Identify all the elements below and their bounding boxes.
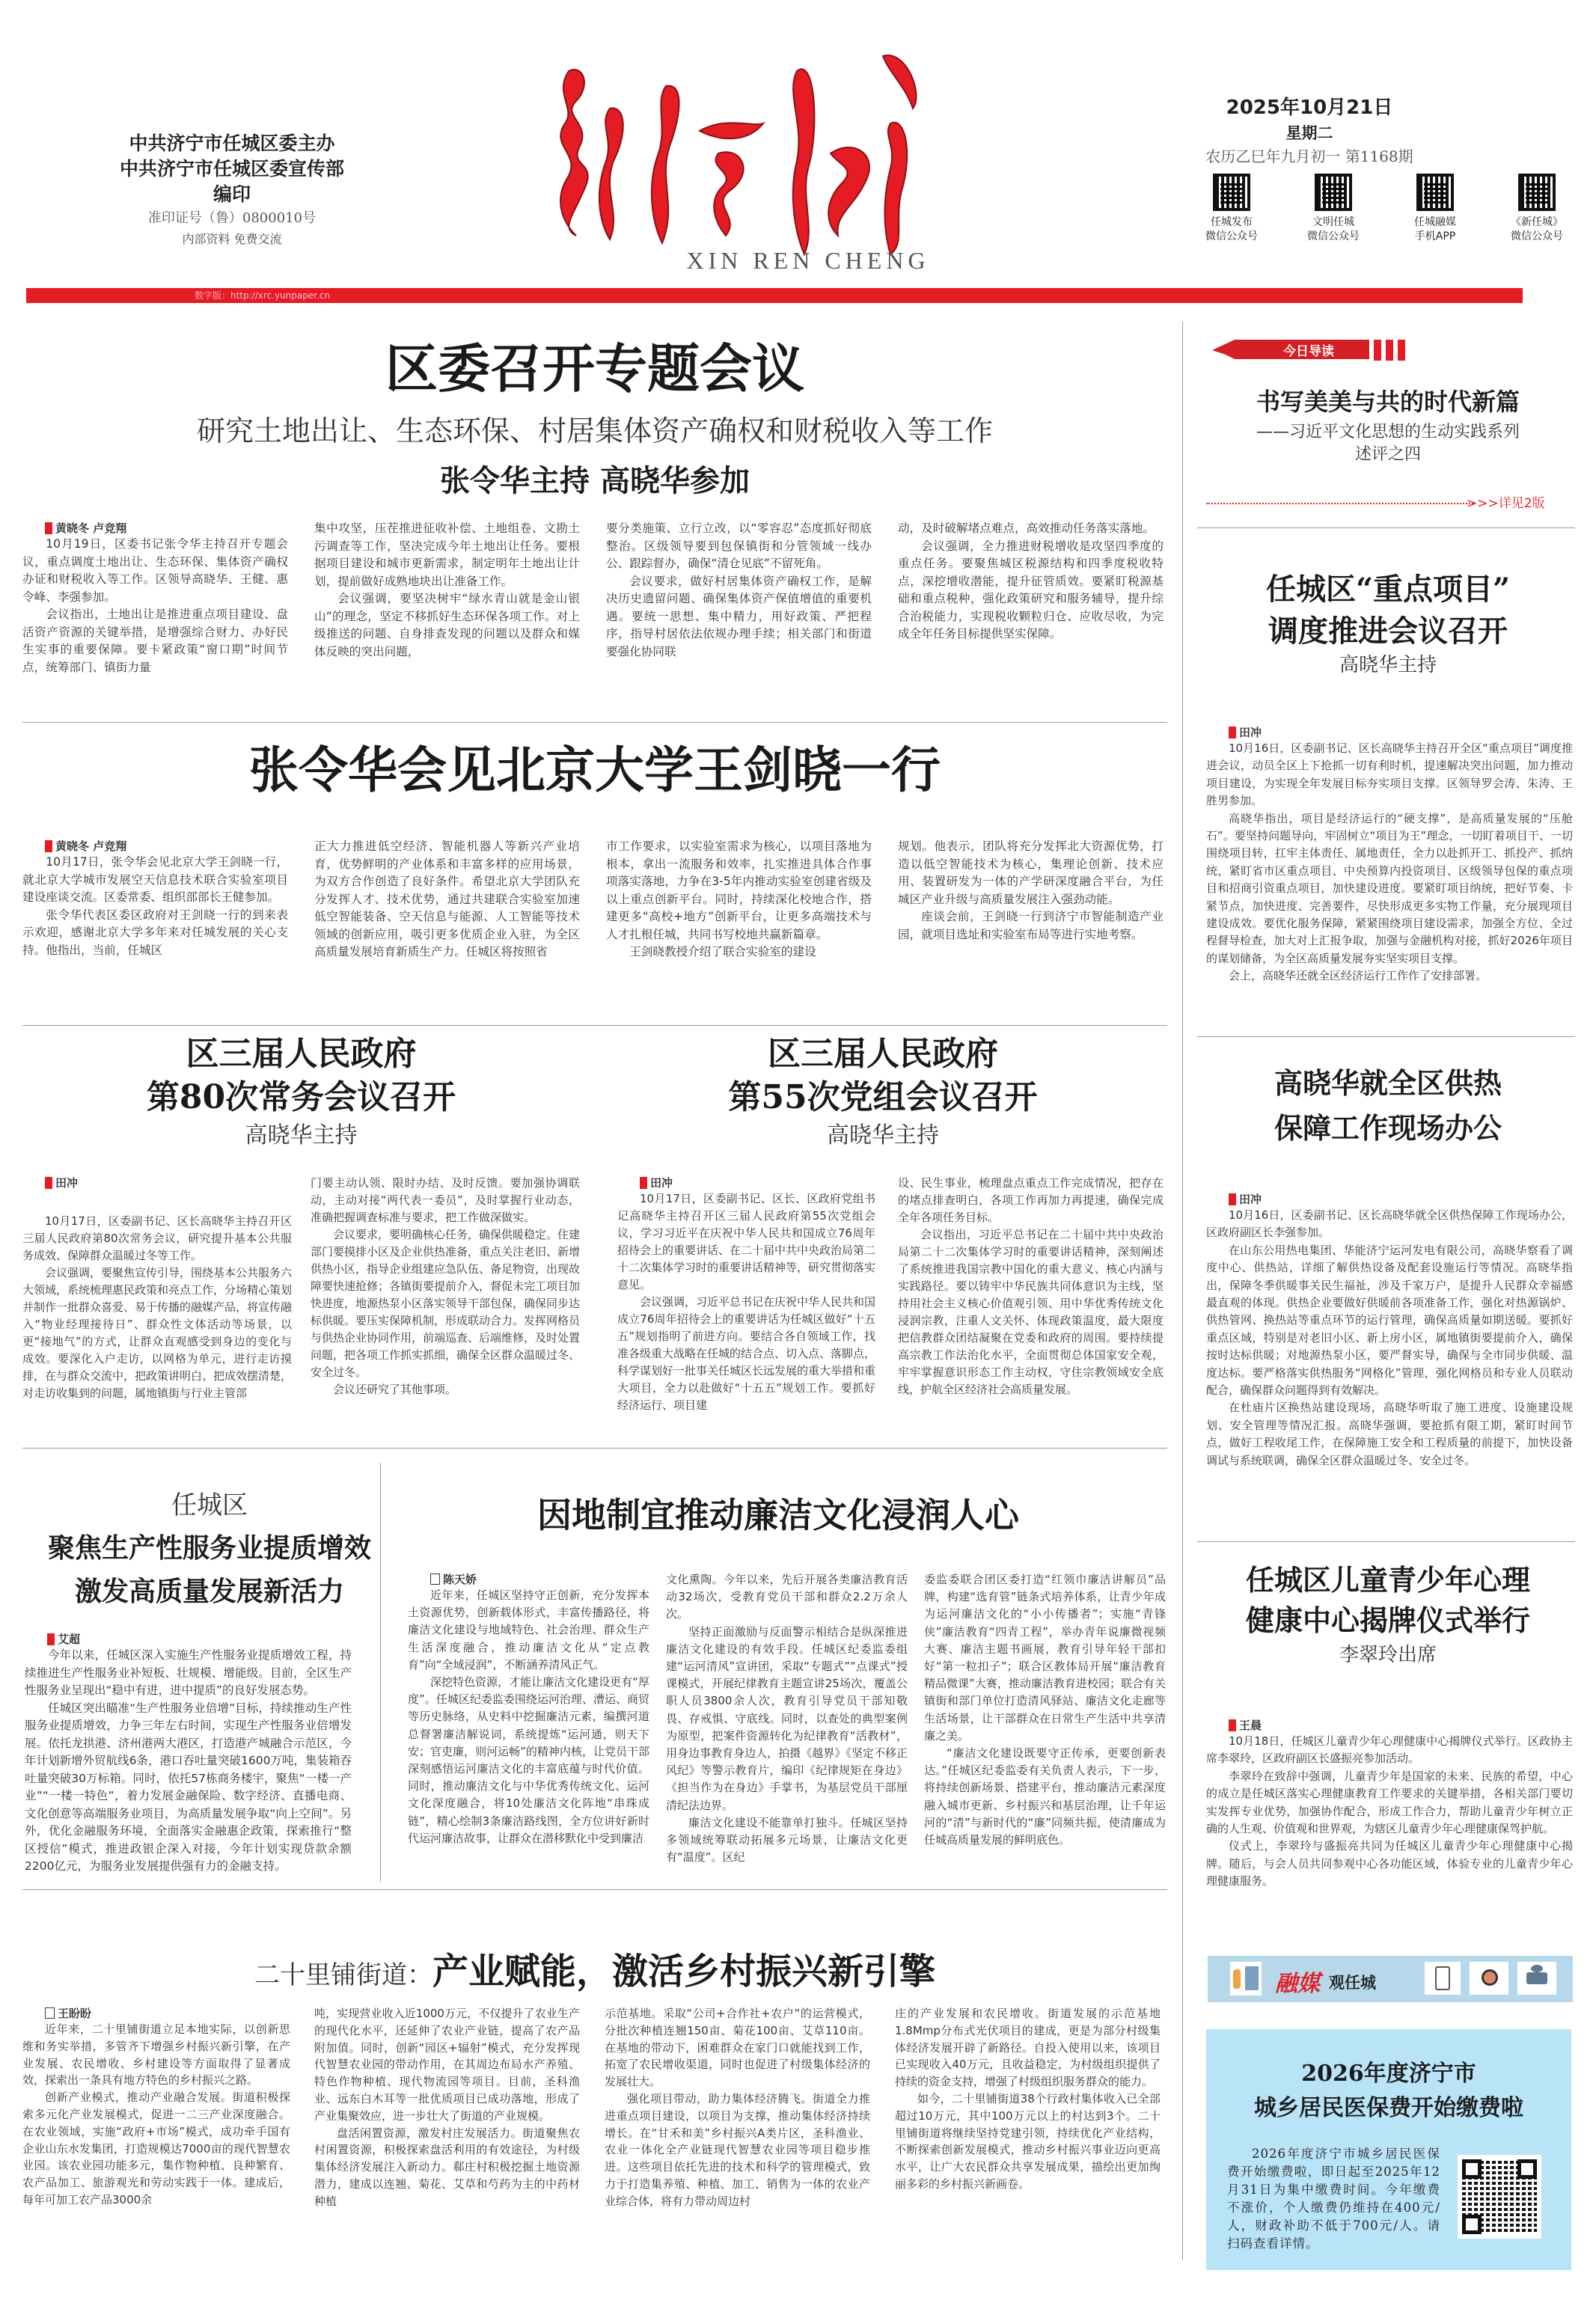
byline-marker-icon [45, 2007, 55, 2019]
service-headline-line1: 聚焦生产性服务业提质增效 [47, 1532, 371, 1564]
byline-author: 田冲 [1239, 726, 1262, 739]
media-promo-strip[interactable] [1208, 1956, 1573, 2002]
person-scanning-icon [1230, 1962, 1262, 1995]
rural-headline [22, 1945, 1167, 2001]
qr-code-row [1190, 174, 1579, 271]
project-headline-line1: 任城区“重点项目” [1265, 572, 1510, 607]
youth-headline-line2: 健康中心揭牌仪式举行 [1245, 1603, 1530, 1637]
qr-code-icon [1416, 174, 1454, 211]
notice-title-line1: 2026年度济宁市 [1301, 2061, 1476, 2087]
promo-brand: 融媒 [1275, 1971, 1320, 1997]
guide-subtitle-2: 述评之四 [1354, 445, 1421, 464]
column-divider [380, 1463, 381, 1882]
project-deck: 高晓华主持 [1339, 654, 1437, 676]
service-kicker: 任城区 [171, 1490, 248, 1520]
section-divider [1197, 527, 1575, 528]
paragraph: 会议强调，要坚决树牢“绿水青山就是金山银山”的理念，坚定不移抓好生态环保各项工作。对上级推送的问题、自身排查发现的问题以及群众和媒体反映的突出问题， [314, 592, 580, 658]
notice-qr-code-icon[interactable] [1458, 2155, 1541, 2239]
lead-column [898, 520, 1164, 643]
byline-author: 田冲 [55, 1176, 79, 1190]
issue-weekday: 星期二 [1285, 124, 1333, 142]
paragraph: 今年以来，任城区深入实施生产性服务业提质增效工程，持续推进生产性服务业补短板、壮规模、增能级。目前，全区生产性服务业呈现出“稳中有进，进中提质”的良好发展态势。 [25, 1648, 352, 1697]
circulation-note: 内部资料 免费交流 [182, 232, 282, 246]
paragraph: 集中攻坚，压茬推进征收补偿、土地组卷、文勘土污调查等工作，坚决完成今年土地出让任务。要根据项目建设和城市更新需求，制定明年土地出让计划，提前做好成熟地块出让准备工作。 [314, 522, 580, 588]
youth-deck: 李翠玲出席 [1339, 1644, 1437, 1666]
today-guide-tag [1212, 337, 1407, 362]
newspaper-logo [539, 41, 943, 258]
paragraph: 近年来，二十里铺街道立足本地实际，以创新思维和务实举措，多管齐下增强乡村振兴新引擎，在产业发展、农民增收、乡村建设等方面取得了显著成效，探索出一条具有地方特色的乡村振兴之路。 [22, 2022, 290, 2088]
article-text [22, 2021, 290, 2209]
paragraph: 强化项目带动，助力集体经济腾飞。街道全力推进重点项目建设，以项目为支撑，推动集体经济持续增长。在“甘禾和美”乡村振兴A类片区，圣科渔业、农业一体化全产业链现代智慧农业园等项目稳步推进。这些项目依托先进的技术和科学的管理模式，致力于打造集养殖、种植、加工、销售为一体的农业产业综合体，将有力带动周边村 [605, 2091, 870, 2208]
byline-author: 田冲 [1239, 1193, 1262, 1206]
byline-marker-icon [45, 1177, 52, 1189]
column-divider [1182, 322, 1183, 2260]
party-headline-line2: 第55次党组会议召开 [728, 1078, 1038, 1116]
logo-stroke [560, 70, 588, 236]
paragraph: 仪式上，李翠玲与盛振亮共同为任城区儿童青少年心理健康中心揭牌。随后，与会人员共同参观中心各功能区域，体验专业的儿童青少年心理健康服务。 [1206, 1839, 1573, 1888]
section-divider [22, 1448, 1167, 1449]
section-divider [1197, 1541, 1575, 1542]
paragraph: 会议指出，习近平总书记在二十届中共中央政治局第二十二次集体学习时的重要讲话精神，深刻阐述了系统推进我国宗教中国化的重大意义、核心内涵与实践路径。要以铸牢中华民族共同体意识为主线，坚持用社会主义核心价值观引领、用中华优秀传统文化浸润宗教，注重人文关怀、体现政策温度，最大限度把信教群众团结凝聚在党委和政府的周围。要持续提高宗教工作法治化水平，全面贯彻总体国家安全观，牢牢掌握意识形态工作主动权，守住宗教领域安全底线，护航全区经济社会高质量发展。 [898, 1228, 1164, 1396]
qr-code-icon [1213, 174, 1250, 211]
lead-deck: 张令华主持 高晓华参加 [440, 464, 750, 498]
exec-headline-line1: 区三届人民政府 [186, 1035, 417, 1073]
clean-column [924, 1571, 1166, 1849]
qr-label: 《新任城》 [1511, 216, 1563, 228]
byline [1229, 1191, 1573, 1207]
qr-sublabel: 手机APP [1414, 230, 1456, 242]
paragraph: 会议强调，习近平总书记在庆祝中华人民共和国成立76周年招待会上的重要讲话为任城区做好“十五五”规划指明了前进方向。要结合各自领域工作，找准各级重大战略在任城的结合点、切入点、落脚点，科学谋划好一批事关任城区长远发展的重大举措和重大项目，全力以赴做好“十五五”规划工作。要抓好经济运行、项目建 [617, 1295, 876, 1412]
article-text [22, 1213, 292, 1402]
logo-stroke [714, 152, 743, 236]
paragraph: 庄的产业发展和农民增收。街道发展的示范基地1.8Mmp分布式光伏项目的建成，更是为部分村级集体经济发展开辟了新路径。自投入使用以来，该项目已实现收入40万元，且收益稳定，为村级组织提供了持续的资金支持，增强了村级组织服务群众的能力。 [895, 2007, 1161, 2089]
byline-author: 王盼盼 [58, 2007, 92, 2020]
paragraph: “廉洁文化建设既要守正传承，更要创新表达。”任城区纪委监委有关负责人表示，下一步，将持续创新场景、搭建平台，推动廉洁元素深度融入城市更新、乡村振兴和基层治理，让千年运河的“清”与新时代的“廉”同频共振，使清廉成为任城高质量发展的鲜明底色。 [924, 1746, 1166, 1847]
article-text [408, 1587, 649, 1847]
paragraph: 吨，实现营业收入近1000万元，不仅提升了农业生产的现代化水平，还延伸了农业产业链，提高了农产品附加值。同时，创新“园区+辐射”模式，充分发挥现代智慧农业园的带动作用，在其周边布局水产养殖、特色作物种植、现代物流园等项目。目前，圣科渔业、远东白木耳等一批优质项目已成功落地，形成了产业集聚效应，进一步壮大了街道的产业规模。 [314, 2007, 580, 2123]
byline [430, 1571, 649, 1587]
paragraph: 10月18日，任城区儿童青少年心理健康中心揭牌仪式举行。区政协主席李翠玲，区政府副区长盛振亮参加活动。 [1206, 1734, 1573, 1766]
party-column [617, 1175, 875, 1414]
byline [45, 838, 288, 854]
pku-column [314, 838, 580, 961]
paragraph: 会议强调，全力推进财税增收是攻坚四季度的重点任务。要聚焦城区税源结构和四季度税收特点，深挖增收潜能，提升征管质效。要紧盯税源基础和重点税种，强化政策研究和服务辅导，提升综合治税能力，实现税收颗粒归仓、应收尽收，为完成全年任务目标提供坚实保障。 [898, 539, 1164, 640]
logo-stroke [700, 123, 763, 138]
pku-column [22, 838, 288, 959]
byline [45, 520, 288, 536]
heating-headline-line2: 保障工作现场办公 [1274, 1111, 1502, 1145]
promo-label: 观任城 [1329, 1973, 1376, 1992]
guide-title[interactable]: 书写美美与共的时代新篇 [1256, 388, 1520, 416]
logo-stroke [828, 147, 869, 236]
notice-title-line2: 城乡居民医保费开始缴费啦 [1254, 2095, 1523, 2121]
paragraph: 示范基地。采取“公司+合作社+农户”的运营模式，分批次种植连翘150亩、菊花100亩、艾草110亩。在基地的带动下，困难群众在家门口就能找到工作，拓宽了农民增收渠道，同时也促进了村级集体经济的发展壮大。 [605, 2007, 870, 2089]
masthead-publisher [112, 131, 352, 249]
paragraph: 廉洁文化建设不能靠单打独斗。任城区坚持多领域统筹联动拓展多元场景，让廉洁文化更有“温度”。区纪 [666, 1815, 908, 1865]
qr-label: 任城发布 [1211, 216, 1253, 228]
paragraph: 文化熏陶。今年以来，先后开展各类廉洁教育活动32场次，受教育党员干部和群众2.2万余人次。 [666, 1573, 908, 1621]
qr-sublabel: 微信公众号 [1205, 230, 1258, 242]
lead-column [314, 520, 580, 661]
article-text [1206, 740, 1573, 985]
paragraph: 会议强调，要聚焦宣传引导，围绕基本公共服务六大领域，系统梳理惠民政策和亮点工作，分场精心策划并制作一批群众喜爱、易于传播的融媒产品，将宣传融入“物业经理接待日”、群众性文体活动等场景，以更“接地气”的方式，让群众直观感受到身边的变化与成效。要深化入户走访，以网格为单元，进行走访摸排，在与群众交流中，把政策讲明白、把成效摆清楚，对走访收集到的问题，属地镇街与行业主管部 [22, 1266, 293, 1400]
qr-sublabel: 微信公众号 [1307, 230, 1360, 242]
byline [45, 2005, 290, 2021]
party-column [898, 1175, 1164, 1398]
exec-column [311, 1175, 580, 1398]
byline [1229, 1717, 1573, 1733]
qr-sublabel: 微信公众号 [1511, 230, 1563, 242]
paragraph: 门要主动认领、限时办结、及时反馈。要加强协调联动，主动对接“两代表一委员”，及时掌握行业动态，准确把握调查标准与要求，把工作做深做实。 [311, 1176, 580, 1224]
byline-author: 黄晓冬 卢竞翔 [55, 522, 127, 535]
issue-lunar-number: 农历乙巳年九月初一 第1168期 [1205, 147, 1413, 165]
party-headline-line1: 区三届人民政府 [768, 1035, 998, 1073]
paragraph: 如今，二十里铺街道38个行政村集体收入已全部超过10万元，其中100万元以上的村达到3个。二十里铺街道将继续坚持党建引领，持续优化产业结构，不断探索创新发展模式，推动乡村振兴事业迈向更高水平，让广大农民群众共享发展成果，描绘出更加绚丽多彩的乡村振兴新画卷。 [895, 2091, 1161, 2191]
medical-insurance-notice [1206, 2029, 1571, 2270]
paragraph: 坚持正面激励与反面警示相结合是纵深推进廉洁文化建设的有效手段。任城区纪委监委组建“运河清风”宣讲团，采取“专题式”“点课式”授课模式，开展纪律教育主题宣讲25场次，覆盖公职人员3800余人次，教育引导党员干部知敬畏、存戒惧、守底线。同时，以查处的典型案例为原型，把案件资源转化为纪律教育“活教材”，用身边事教育身边人，拍摄《越界》《坚定不移正风纪》等警示教育片，编印《纪律规矩在身边》《担当作为在身边》手掌书，为基层党员干部厘清纪法边界。 [666, 1624, 908, 1812]
license: 准印证号（鲁）0800010号 [147, 210, 317, 226]
section-divider [22, 1889, 1167, 1890]
lead-column [22, 520, 288, 676]
logo-stroke [883, 55, 916, 108]
pku-headline: 张令华会见北京大学王剑晓一行 [249, 741, 941, 799]
paragraph: 规划。他表示，团队将充分发挥北大资源优势，打造以低空智能技术为核心，集理论创新、技术应用、装置研发为一体的产学研深度融合平台，为任城区产业升级与高质量发展注入强劲动能。 [898, 839, 1164, 906]
paragraph: 动，及时破解堵点难点，高效推动任务落实落地。 [898, 522, 1155, 535]
digital-edition-url[interactable]: 数字版：http://xrc.yunpaper.cn [195, 290, 331, 301]
youth-column [1206, 1717, 1573, 1891]
byline-marker-icon [45, 522, 52, 534]
article-text [22, 854, 288, 959]
rural-title: 产业赋能，激活乡村振兴新引擎 [432, 1951, 935, 1992]
qr-label: 任城融媒 [1414, 216, 1456, 228]
paragraph: 设、民生事业，梳理盘点重点工作完成情况，把存在的堵点排查明白，各项工作再加力再提速，确保完成全年各项任务目标。 [898, 1176, 1164, 1224]
qr-magnifier-icon [1470, 1962, 1508, 1995]
logo-pinyin: XIN REN CHENG [686, 247, 930, 274]
rural-column [605, 2005, 870, 2210]
qr-code-item[interactable] [1393, 174, 1477, 271]
paragraph: 盘活闲置资源，激发村庄发展活力。街道聚焦农村闲置资源，积极探索盘活利用的有效途径，为村级集体经济发展注入新动力。郗庄村积极挖掘土地资源潜力，建成以连翘、菊花、艾草和芍药为主的中药材种植 [314, 2126, 580, 2208]
paragraph: 正大力推进低空经济、智能机器人等新兴产业培育，优势鲜明的产业体系和丰富多样的应用场景，为双方合作创造了良好条件。希望北京大学团队充分发挥人才、技术优势，通过共建联合实验室加速低空智能装备、空天信息与能源、人工智能等技术领域的创新应用，吸引更多优质企业入驻，为全区高质量发展培育新质生产力。任城区将按照省 [314, 839, 580, 958]
paragraph: 在山东公用热电集团、华能济宁运河发电有限公司，高晓华察看了调度中心、供热站，详细了解供热设备及配套设施运行等情况。高晓华指出，保障冬季供暖事关民生福祉，涉及千家万户，是提升人民群众幸福感最直观的体现。供热企业要做好供暖前各项准备工作，强化对热源锅炉、供热管网、换热站等重点环节的运行管理，确保高质量如期送暖。要抓好重点区域，特别是对老旧小区、新上房小区，属地镇街要提前介入，确保按时达标供暖；对地源热泵小区，要严督实导，确保与全市同步供暖、温度达标。要严格落实供热服务“网格化”管理，强化网格员和专业人员联动配合，确保群众问题得到有效解决。 [1206, 1243, 1573, 1398]
byline-marker-icon [1229, 727, 1236, 738]
dotted-leader [1206, 503, 1476, 504]
exec-column [22, 1175, 292, 1402]
article-text [617, 1190, 875, 1414]
issue-info [1167, 94, 1452, 168]
qr-code-item[interactable] [1190, 174, 1274, 271]
paragraph: 任城区突出瞄准“生产性服务业倍增”目标，持续推动生产性服务业提质增效，力争三年左右时间，实现生产性服务业倍增发展。依托龙拱港、济州港两大港区，打造港产城融合示范区，今年计划新增外贸航线6条，港口吞吐量突破1600万吨，集装箱吞吐量突破30万标箱。同时，依托57栋商务楼宇，聚焦“一楼一产业”“一楼一特色”，着力发展金融保险、数字经济、直播电商、文化创意等高端服务业项目，为高质量发展争取“向上空间”。另外，优化金融服务环境，全面落实金融惠企政策，探索推行“整区授信”模式，推进政银企深入对接，今年计划实现贷款余额2200亿元，为服务业发展提供强有力的金融支持。 [25, 1701, 352, 1873]
paragraph: 会议指出，土地出让是推进重点项目建设、盘活资产资源的关键举措，是增强综合财力、办好民生实事的重要保障。要卡紧政策“窗口期”时间节点，统筹部门、镇街力量 [22, 608, 288, 674]
paragraph: 近年来，任城区坚持守正创新，充分发挥本土资源优势，创新载体形式，丰富传播路径，将廉洁文化建设与地域特色、社会治理、群众生产生活深度融合，推动廉洁文化从“定点教育”向“全域浸润”，不断涵养清风正气。 [408, 1588, 649, 1671]
paragraph: 王剑晓教授介绍了联合实验室的建设 [629, 945, 816, 958]
clean-column [408, 1571, 649, 1847]
rural-kicker: 二十里铺街道： [254, 1960, 432, 1990]
paragraph: 创新产业模式，推动产业融合发展。街道积极探索多元化产业发展模式，促进一二三产业深度融合。在农业领域，实施“政府+市场”模式，成功牵手国有企业山东水发集团，打造规模达7000亩的现代智慧农业园。该农业园功能多元，集作物种植、良种繁育、农产品加工、旅游观光和劳动实践于一体。建成后，每年可加工农产品3000余 [22, 2090, 290, 2206]
guide-subtitle: ——习近平文化思想的生动实践系列 [1256, 423, 1520, 441]
service-headline-line2: 激发高质量发展新活力 [74, 1576, 344, 1607]
qr-label: 文明任城 [1312, 216, 1354, 228]
qr-code-item[interactable] [1495, 174, 1579, 271]
paragraph: 委监委联合团区委打造“红领巾廉洁讲解员”品牌，构建“选育管”链条式培养体系，让青少年成为运河廉洁文化的“小小传播者”；实施“青锋侠”廉洁教育“四青工程”，举办青年说廉微视频大赛、廉洁主题书画展，教育引导年轻干部扣好“第一粒扣子”；联合区教体局开展“廉洁教育精品微课”大赛，推动廉洁教育进校园；联合有关镇街和部门单位打造清风驿站、廉洁文化走廊等生活场景，让干部群众在日常生产生活中共享清廉之美。 [924, 1573, 1166, 1743]
article-text [22, 536, 288, 676]
guide-tag-label: 今日导读 [1283, 344, 1334, 359]
lead-subheadline: 研究土地出让、生态环保、村居集体资产确权和财税收入等工作 [196, 415, 993, 447]
byline [45, 1175, 292, 1190]
editor: 中共济宁市任城区委宣传部编印 [119, 158, 344, 205]
paragraph: 10月19日，区委书记张令华主持召开专题会议，重点调度土地出让、生态环保、集体资产确权办证和财税收入等工作。区领导高晓华、王健、惠令峰、李强参加。 [22, 537, 288, 604]
section-divider [22, 1025, 1167, 1026]
qr-code-icon [1315, 174, 1352, 211]
paragraph: 高晓华指出，项目是经济运行的“硬支撑”，是高质量发展的“压舱石”。要坚持问题导向，牢固树立“项目为王”理念，一切盯着项目干、一切围绕项目转，扛牢主体责任、属地责任，全力以赴抓开工、抓投产、抓纳统，紧盯省市区重点项目、中央预算内投资项目、区级领导包保的重点项目和招商引资重点项目，加快建设进度。要紧盯项目纳统，把好节奏、卡紧节点，加快进度、完善要件，尽快形成更多实物工作量，充分展现项目建设成效。要优化服务保障，紧紧围绕项目建设需求，加强全方位、全过程督导检查，加大对上汇报争取，加强与金融机构对接，抓好2026年项目的谋划储备，为全区高质量发展夯实坚实项目支撑。 [1206, 811, 1573, 965]
see-page-link[interactable]: >>>详见2版 [1467, 496, 1545, 511]
byline-marker-icon [1229, 1719, 1236, 1731]
byline-marker-icon [430, 1573, 440, 1585]
video-camera-icon [1517, 1962, 1556, 1995]
clean-headline: 因地制宜推动廉洁文化浸润人心 [537, 1495, 1019, 1535]
phone-scan-icon [1425, 1962, 1461, 1995]
byline-author: 黄晓冬 卢竞翔 [55, 839, 127, 853]
heating-headline-line1: 高晓华就全区供热 [1274, 1066, 1502, 1100]
paragraph: 李翠玲在致辞中强调，儿童青少年是国家的未来、民族的希望，中心的成立是任城区落实心理健康教育工作要求的关键举措，各相关部门要切实发挥专业优势，加强协作配合，形成工作合力，帮助儿童青少年树立正确的人生观、价值观和世界观，为辖区儿童青少年心理健康保驾护航。 [1206, 1769, 1573, 1836]
sponsor: 中共济宁市任城区委主办 [129, 132, 335, 154]
paragraph: 10月16日，区委副书记、区长高晓华主持召开全区“重点项目”调度推进会议，动员全区上下抢抓一切有利时机，提速解决突出问题，加力推动项目建设，为实现全年发展目标夯实项目支撑。区领导罗会涛、朱涛、王胜男参加。 [1206, 741, 1573, 808]
service-column [25, 1631, 352, 1876]
section-divider [1197, 1036, 1575, 1037]
paragraph: 在杜庙片区换热站建设现场，高晓华听取了施工进度、设施建设规划、安全管理等情况汇报。高晓华强调，要抢抓有限工期，紧盯时间节点，做好工程收尾工作，在保障施工安全和工程质量的前提下，加快设备调试与系统联调，确保全区群众温暖过冬、安全过冬。 [1206, 1401, 1573, 1467]
byline-author: 陈天娇 [443, 1573, 477, 1586]
youth-headline-line1: 任城区儿童青少年心理 [1245, 1563, 1530, 1597]
paragraph: 张令华代表区委区政府对王剑晓一行的到来表示欢迎，感谢北京大学多年来对任城发展的关心支持。他指出，当前，任城区 [22, 908, 288, 957]
party-deck: 高晓华主持 [827, 1122, 939, 1148]
clean-column [666, 1571, 908, 1866]
qr-code-icon [1518, 174, 1556, 211]
paragraph: 10月17日，区委副书记、区长、区政府党组书记高晓华主持召开区三届人民政府第55次党组会议，学习习近平在庆祝中华人民共和国成立76周年招待会上的重要讲话、在二十届中共中央政治局第二十二次集体学习时的重要讲话精神等，研究贯彻落实意见。 [617, 1192, 876, 1291]
paragraph: 会议还研究了其他事项。 [333, 1383, 457, 1396]
byline [47, 1631, 352, 1647]
article-text [25, 1647, 352, 1876]
logo-stroke [599, 108, 623, 239]
byline-author: 王晨 [1239, 1719, 1262, 1732]
qr-code-item[interactable] [1291, 174, 1375, 271]
paragraph: 要分类施策、立行立改，以“零容忍”态度抓好彻底整治。区级领导要到包保镇街和分管领域一线办公、跟踪督办，确保“清仓见底”不留死角。 [606, 522, 872, 570]
byline-marker-icon [640, 1177, 647, 1189]
paragraph: 10月16日，区委副书记、区长高晓华就全区供热保障工作现场办公，区政府副区长李强参加。 [1206, 1208, 1573, 1240]
article-text [1206, 1733, 1573, 1891]
rural-column [895, 2005, 1161, 2193]
paragraph: 会议要求，要明确核心任务，确保供暖稳定。住建部门要摸排小区及企业供热准备，重点关注老旧、新增供热小区，指导企业组建应急队伍、备足物资，出现故障要快速抢修；各镇街要提前介入，督促未完工项目加快进度，地源热泵小区落实领导干部包保，确保同步达标供暖。要压实保障机制，形成联动合力。发挥网格员与供热企业协同作用，前端巡查、后端维修，及时处置问题，把各项工作抓实抓细，确保全区群众温暖过冬、安全过冬。 [311, 1228, 581, 1379]
logo-stroke [885, 123, 908, 254]
byline [1229, 724, 1573, 740]
logo-stroke [652, 86, 679, 243]
byline [640, 1175, 875, 1190]
masthead-red-bar [26, 288, 1523, 303]
paragraph: 座谈会前，王剑晓一行到济宁市智能制造产业园，就项目选址和实验室布局等进行实地考察。 [898, 910, 1164, 941]
byline-author: 田冲 [650, 1176, 673, 1190]
paragraph: 会议要求，做好村居集体资产确权工作，是解决历史遗留问题、确保集体资产保值增值的重要机遇。要统一思想、集中精力，用好政策、严把程序，指导村居依法依规办理手续；相关部门和街道要强化协同联 [606, 574, 872, 658]
lead-headline: 区委召开专题会议 [385, 338, 804, 400]
logo-stroke [793, 69, 815, 254]
pku-column [898, 838, 1164, 943]
rural-column [22, 2005, 290, 2209]
exec-headline-line2: 第80次常务会议召开 [146, 1078, 456, 1116]
project-headline-line2: 调度推进会议召开 [1268, 614, 1508, 649]
paragraph: 会上，高晓华还就全区经济运行工作作了安排部署。 [1229, 969, 1488, 983]
byline-marker-icon [1229, 1193, 1236, 1205]
byline-author: 艾超 [58, 1633, 81, 1646]
paragraph: 深挖特色资源，才能让廉洁文化建设更有“厚度”。任城区纪委监委围绕运河治理、漕运、商贸等历史脉络，从史料中挖掘廉洁元素，编撰河道总督署廉洁解说词，系统提炼“运河通，则天下安；官吏廉，则河运畅”的精神内核，让党员干部深刻感悟运河廉洁文化的丰富底蕴与时代价值。同时，推动廉洁文化与中华优秀传统文化、运河文化深度融合，将10处廉洁文化阵地“串珠成链”，精心绘制3条廉洁路线图，全方位讲好新时代运河廉洁故事，让群众在潜移默化中受到廉洁 [408, 1675, 649, 1845]
pku-column [606, 838, 872, 961]
lead-column [606, 520, 872, 661]
paragraph: 10月17日，张令华会见北京大学王剑晓一行，就北京大学城市发展空天信息技术联合实验室项目建设座谈交流。区委常委、组织部部长王健参加。 [22, 855, 288, 904]
exec-deck: 高晓华主持 [245, 1122, 358, 1148]
project-column [1206, 724, 1573, 985]
section-divider [22, 722, 1167, 723]
byline-marker-icon [47, 1633, 55, 1645]
article-text [1206, 1207, 1573, 1469]
heating-column [1206, 1191, 1573, 1469]
paragraph: 10月17日，区委副书记、区长高晓华主持召开区三届人民政府第80次常务会议，研究提升基本公共服务成效、保障群众温暖过冬等工作。 [22, 1214, 292, 1262]
notice-text: 2026年度济宁市城乡居民医保费开始缴费啦，即日起至2025年12月31日为集中缴费时间。今年缴费不涨价，个人缴费仍维持在400元/人，财政补助不低于700元/人。请扫码查看详情。 [1227, 2147, 1440, 2251]
paragraph: 市工作要求，以实验室需求为核心，以项目落地为根本，拿出一流服务和效率，扎实推进具体合作事项落实落地，力争在3-5年内推动实验室创建省级及以上重点创新平台。同时，持续深化校地合作，搭建更多“高校+地方”创新平台，让更多高端技术与人才扎根任城，共同书写校地共赢新篇章。 [606, 839, 872, 941]
byline-marker-icon [45, 840, 52, 852]
rural-column [314, 2005, 580, 2210]
issue-date: 2025年10月21日 [1226, 97, 1393, 119]
